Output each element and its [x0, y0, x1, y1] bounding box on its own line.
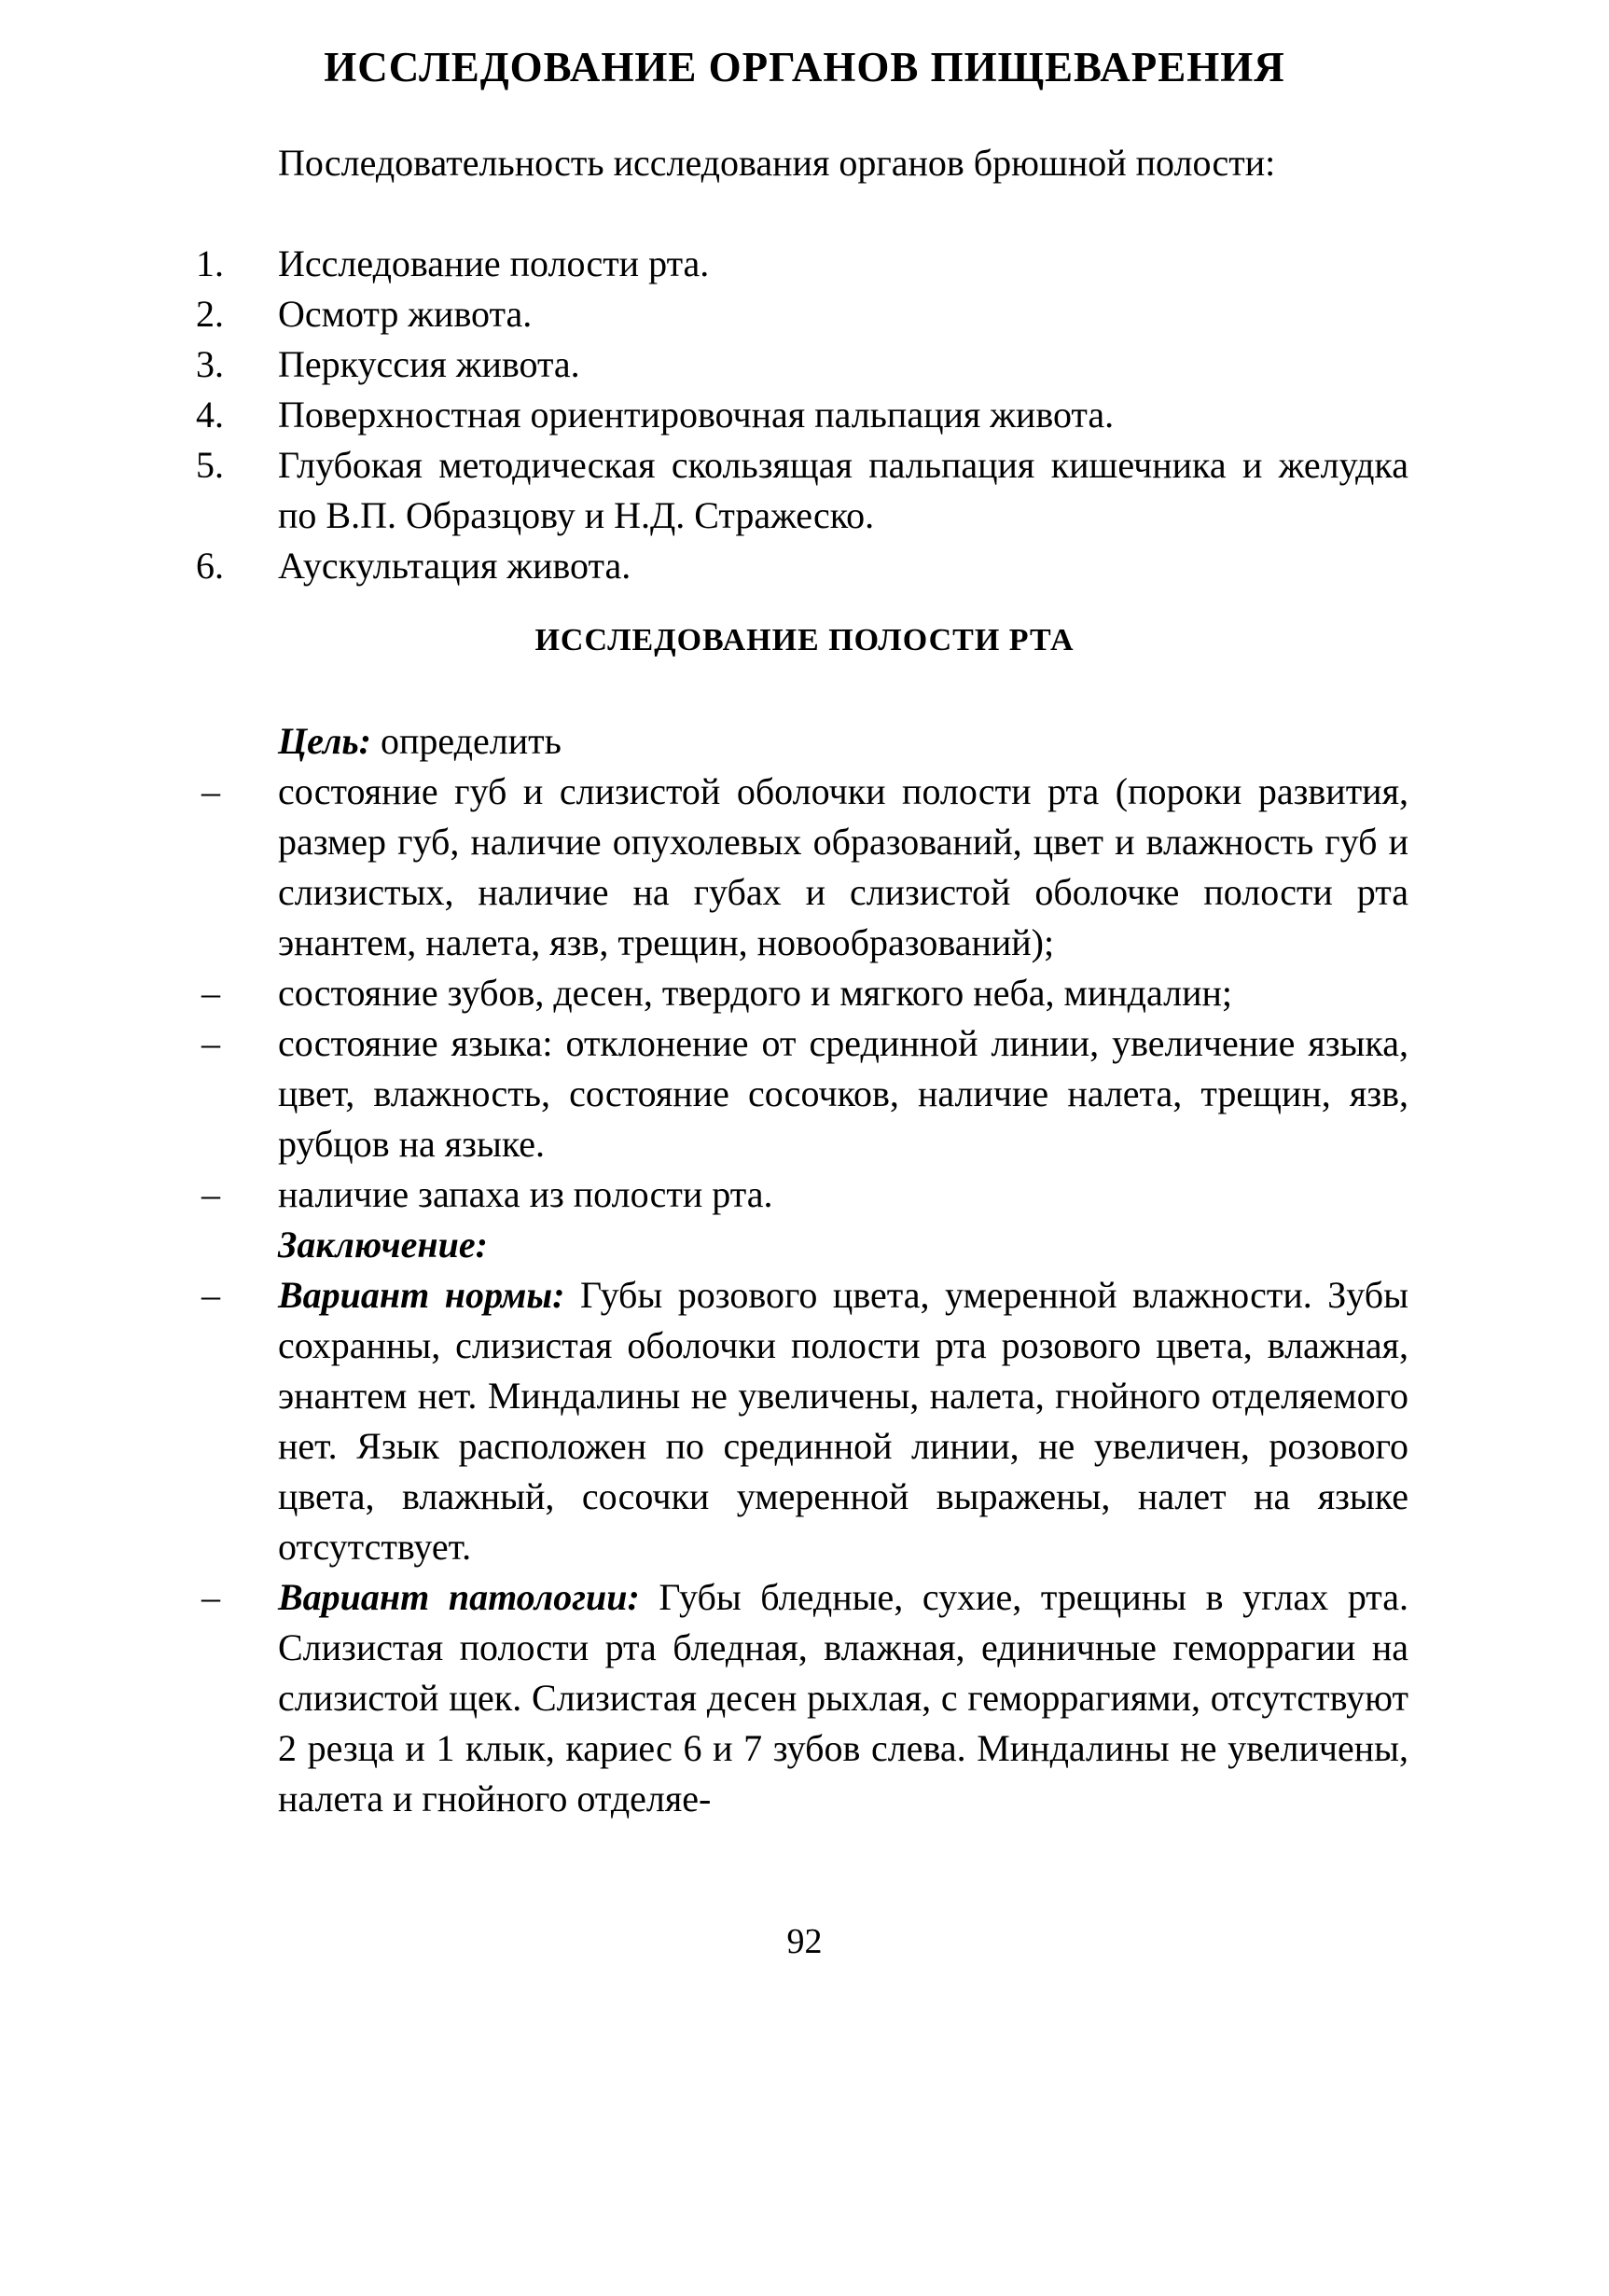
list-item-text: Глубокая методическая скользящая пальпация кишечника и желудка по В.П. Образцову и Н.Д. Стражеско.: [278, 444, 1408, 536]
dash-marker: –: [201, 1173, 220, 1215]
goal-items-list: [196, 767, 1408, 1824]
list-item: [196, 239, 1408, 289]
list-item-text: Осмотр живота.: [278, 293, 533, 335]
dash-item-text: состояние зубов, десен, твердого и мягкого неба, миндалин;: [278, 972, 1233, 1014]
dash-item-text: наличие запаха из полости рта.: [278, 1173, 773, 1215]
list-item: [196, 339, 1408, 390]
list-item: [196, 390, 1408, 440]
list-item-number: 1.: [196, 242, 224, 284]
intro-paragraph: Последовательность исследования органов брюшной полости:: [278, 142, 1276, 184]
list-item-text: Поверхностная ориентировочная пальпация живота.: [278, 394, 1115, 436]
page-number: 92: [786, 1922, 823, 1961]
exam-sequence-list: [196, 239, 1408, 591]
list-item-text: Перкуссия живота.: [278, 343, 580, 385]
list-item: [196, 541, 1408, 591]
dash-list-item: [196, 1270, 1408, 1572]
dash-marker: –: [201, 1576, 220, 1618]
page-title: ИССЛЕДОВАНИЕ ОРГАНОВ ПИЩЕВАРЕНИЯ: [324, 44, 1285, 90]
list-item: [196, 289, 1408, 339]
dash-list-item: [196, 968, 1408, 1018]
dash-marker: –: [201, 972, 220, 1014]
list-item-text: Исследование полости рта.: [278, 242, 710, 284]
section-title: ИССЛЕДОВАНИЕ ПОЛОСТИ РТА: [534, 623, 1075, 657]
list-item-number: 4.: [196, 394, 224, 436]
list-item-number: 6.: [196, 545, 224, 587]
dash-list-item: [196, 1018, 1408, 1169]
variant-label: Вариант патологии:: [278, 1576, 640, 1618]
variant-text: Губы бледные, сухие, трещины в углах рта. Слизистая полости рта бледная, влажная, единичные геморрагии на слизистой щек. Слизистая десен рыхлая, с геморрагиями, отсутствуют 2 резца и 1 клык, кариес 6 и 7 зубов слева. Миндалины не увеличены, налета и гнойного отделяе-: [278, 1576, 1409, 1819]
list-item-text: Аускультация живота.: [278, 545, 631, 587]
variant-label: Вариант нормы:: [278, 1274, 565, 1316]
goal-text: определить: [371, 720, 562, 762]
conclusion-label: Заключение:: [278, 1224, 488, 1266]
list-item-number: 2.: [196, 293, 224, 335]
dash-item-text: состояние губ и слизистой оболочки полости рта (пороки развития, размер губ, наличие опухолевых образований, цвет и влажность губ и слизистых, наличие на губах и слизистой оболочке полости рта энантем, налета, язв, трещин, новообразований);: [278, 770, 1408, 963]
variant-text: Губы розового цвета, умеренной влажности. Зубы сохранны, слизистая оболочки полости рта розового цвета, влажная, энантем нет. Миндалины не увеличены, налета, гнойного отделяемого нет. Язык расположен по срединной линии, не увеличен, розового цвета, влажный, сосочки умеренной выражены, налет на языке отсутствует.: [278, 1274, 1409, 1568]
dash-item-text: состояние языка: отклонение от срединной линии, увеличение языка, цвет, влажность, состояние сосочков, наличие налета, трещин, язв, рубцов на языке.: [278, 1022, 1408, 1165]
goal-line: [278, 716, 1408, 767]
list-item-number: 3.: [196, 343, 224, 385]
dash-list-item: [196, 767, 1408, 968]
list-item-number: 5.: [196, 444, 224, 486]
goal-label: Цель:: [278, 720, 371, 762]
conclusion-heading: [196, 1220, 1408, 1270]
dash-marker: –: [201, 770, 220, 812]
list-item: [196, 440, 1408, 541]
dash-list-item: [196, 1169, 1408, 1220]
dash-marker: –: [201, 1022, 220, 1064]
dash-marker: –: [201, 1274, 220, 1316]
dash-list-item: [196, 1572, 1408, 1824]
